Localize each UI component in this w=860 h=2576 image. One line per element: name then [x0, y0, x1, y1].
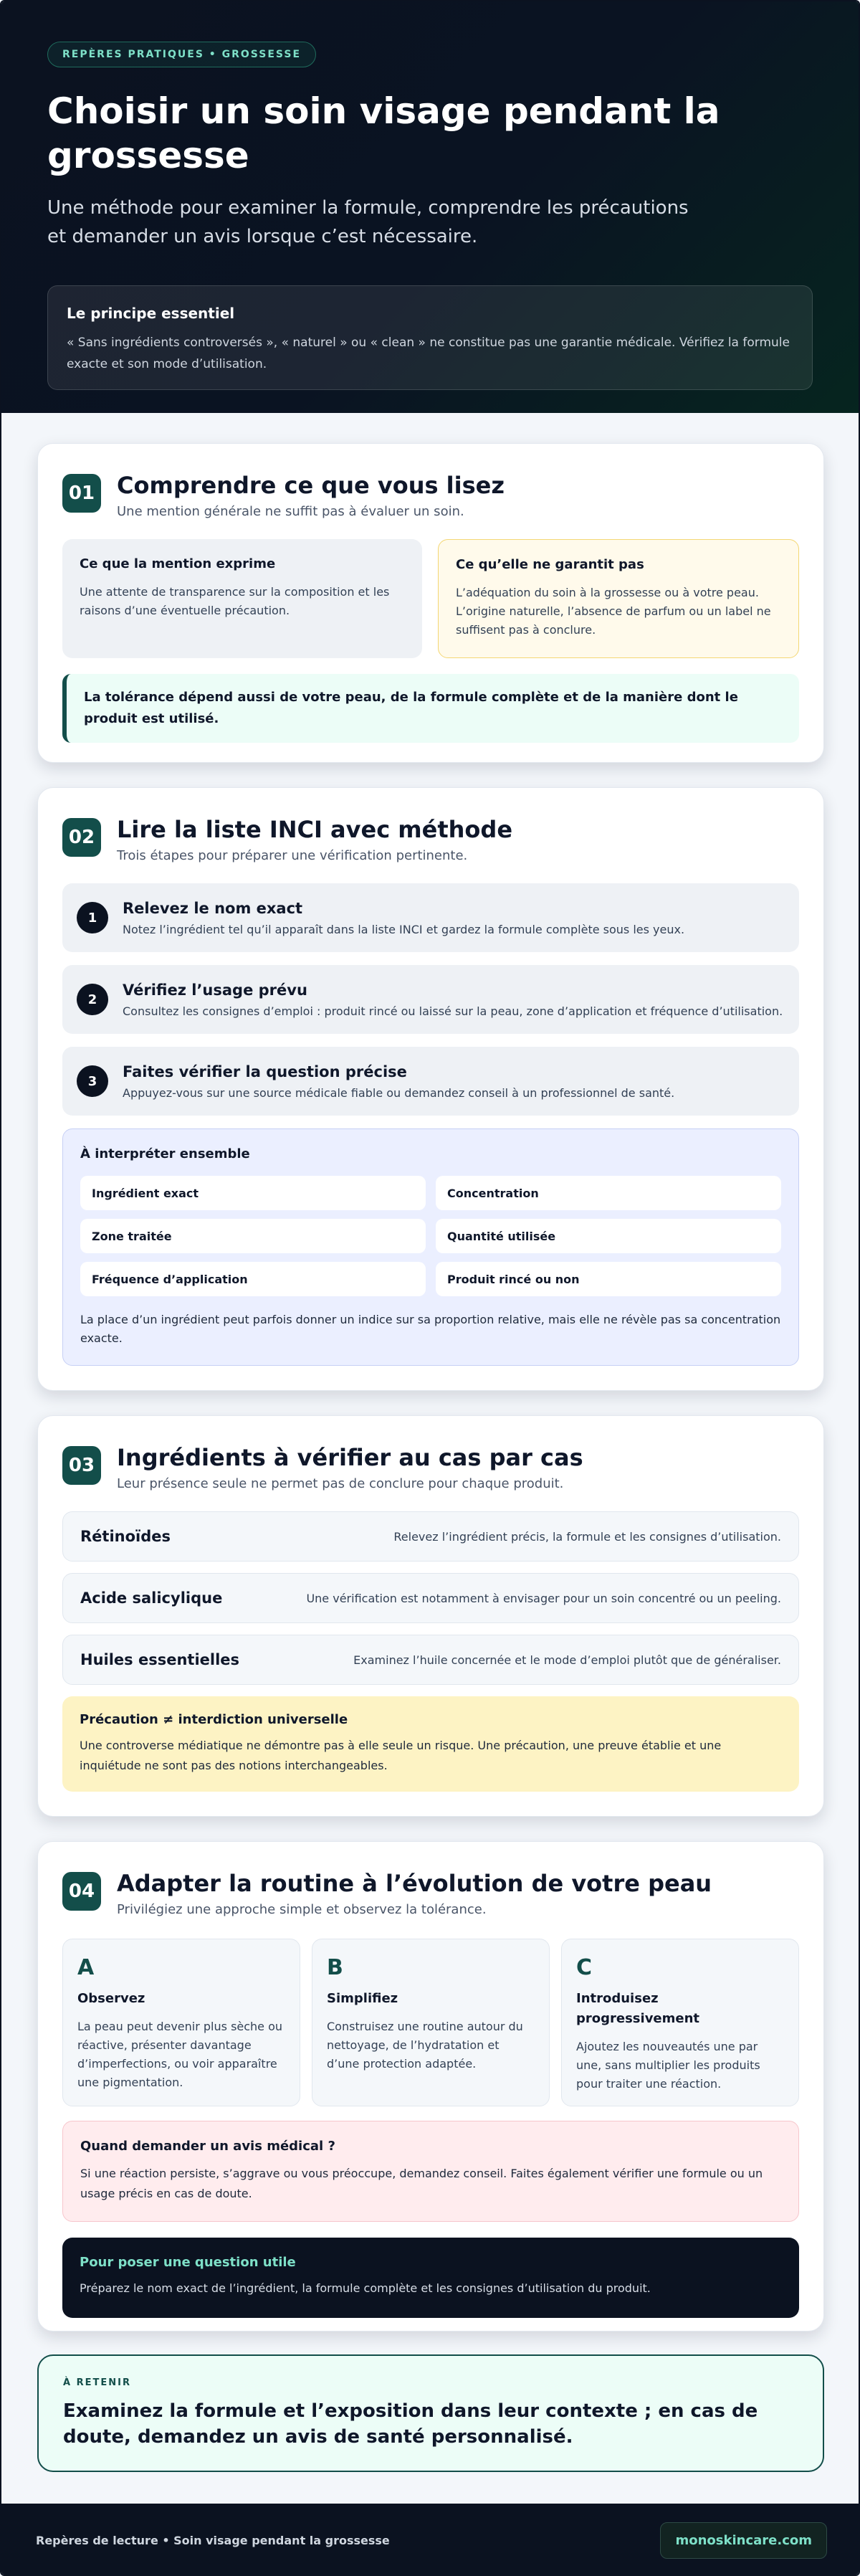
mention-not-guarantee-box [438, 539, 799, 658]
hero [1, 1, 859, 413]
ingredient-list [62, 1511, 799, 1685]
ingredient-name: Rétinoïdes [80, 1528, 171, 1545]
interpret-note: La place d’un ingrédient peut parfois donner un indice sur sa proportion relative, mais elle ne révèle pas sa concentration exacte. [80, 1313, 781, 1345]
column-letter: A [77, 1955, 95, 1980]
takeaway-text: Examinez la formule et l’exposition dans leur contexte ; en cas de doute, demandez un avis de santé personnalisé. [63, 2400, 758, 2448]
interpret-chips [80, 1176, 781, 1296]
step-item [62, 883, 799, 952]
hero-tag: REPÈRES PRATIQUES • GROSSESSE [47, 42, 316, 67]
section-routine [37, 1841, 824, 2332]
ingredient-desc: Une vérification est notamment à envisager pour un soin concentré ou un peeling. [306, 1591, 781, 1605]
section-header [62, 814, 799, 863]
interpret-title: À interpréter ensemble [80, 1146, 250, 1161]
step-item [62, 1047, 799, 1116]
box-title: Ce que la mention exprime [80, 556, 276, 571]
mention-expresses-box [62, 539, 422, 658]
chip-quantity: Quantité utilisée [436, 1219, 781, 1253]
question-box [62, 2238, 799, 2318]
question-title: Pour poser une question utile [80, 2255, 296, 2270]
column-body: Construisez une routine autour du nettoyage, de l’hydratation et d’une protection adaptée. [327, 2020, 523, 2071]
ingredient-desc: Examinez l’huile concernée et le mode d’emploi plutôt que de généraliser. [353, 1653, 781, 1667]
ingredient-row [62, 1573, 799, 1623]
box-body: L’adéquation du soin à la grossesse ou à votre peau. L’origine naturelle, l’absence de parfum ou un label ne suffisent pas à conclure. [456, 586, 771, 637]
section-understand [37, 443, 824, 763]
chip-ingredient: Ingrédient exact [80, 1176, 426, 1210]
section-title: Ingrédients à vérifier au cas par cas [117, 1444, 583, 1471]
column-title: Introduisez progressivement [576, 1991, 700, 2026]
column-letter: C [576, 1955, 593, 1980]
column-body: Ajoutez les nouveautés une par une, sans multiplier les produits pour traiter une réaction. [576, 2040, 760, 2091]
medical-body: Si une réaction persiste, s’aggrave ou vous préoccupe, demandez conseil. Faites également vérifier une formule ou un usage précis en cas de doute. [80, 2167, 763, 2200]
step-body: Notez l’ingrédient tel qu’il apparaît dans la liste INCI et gardez la formule complète sous les yeux. [123, 922, 685, 936]
precaution-body: Une controverse médiatique ne démontre pas à elle seule un risque. Une précaution, une preuve établie et une inquiétude ne sont pas des notions interchangeables. [80, 1739, 722, 1772]
principle-body: « Sans ingrédients controversés », « naturel » ou « clean » ne constitue pas une garantie médicale. Vérifiez la formule exacte et son mode d’utilisation. [67, 336, 790, 371]
section-title: Comprendre ce que vous lisez [117, 472, 505, 499]
ingredient-row [62, 1511, 799, 1562]
hero-subtitle: Une méthode pour examiner la formule, comprendre les précautions et demander un avis lorsque c’est nécessaire. [47, 197, 689, 247]
column-title: Simplifiez [327, 1991, 398, 2006]
section-title: Lire la liste INCI avec méthode [117, 816, 513, 843]
routine-column [312, 1939, 550, 2106]
section-title: Adapter la routine à l’évolution de votre peau [117, 1870, 712, 1897]
box-title: Ce qu’elle ne garantit pas [456, 557, 644, 572]
ingredient-name: Acide salicylique [80, 1589, 223, 1607]
section-header [62, 1868, 799, 1917]
chip-frequency: Fréquence d’application [80, 1262, 426, 1296]
steps-list [62, 883, 799, 1116]
column-body: La peau peut devenir plus sèche ou réactive, présenter davantage d’imperfections, ou voir apparaître une pigmentation. [77, 2020, 283, 2089]
medical-title: Quand demander un avis médical ? [80, 2139, 335, 2154]
tolerance-callout: La tolérance dépend aussi de votre peau, de la formule complète et de la manière dont le produit est utilisé. [62, 674, 799, 743]
step-title: Relevez le nom exact [123, 899, 303, 917]
box-body: Une attente de transparence sur la composition et les raisons d’une éventuelle précaution. [80, 585, 390, 617]
chip-rinse: Produit rincé ou non [436, 1262, 781, 1296]
step-number: 3 [77, 1065, 108, 1097]
ingredient-name: Huiles essentielles [80, 1651, 240, 1668]
principle-box [47, 285, 813, 390]
routine-column [62, 1939, 300, 2106]
step-number: 2 [77, 984, 108, 1015]
section-subtitle: Trois étapes pour préparer une vérification pertinente. [117, 848, 468, 863]
medical-advice-box [62, 2121, 799, 2222]
column-title: Observez [77, 1991, 145, 2006]
key-takeaway [37, 2354, 824, 2472]
step-title: Vérifiez l’usage prévu [123, 981, 307, 999]
routine-column [561, 1939, 799, 2106]
footer-caption: Repères de lecture • Soin visage pendant la grossesse [36, 2534, 390, 2547]
section-subtitle: Privilégiez une approche simple et observez la tolérance. [117, 1902, 487, 1917]
step-number: 1 [77, 902, 108, 933]
site-link[interactable]: monoskincare.com [660, 2522, 827, 2559]
principle-title: Le principe essentiel [67, 305, 235, 322]
interpret-box [62, 1128, 799, 1366]
chip-concentration: Concentration [436, 1176, 781, 1210]
page-title: Choisir un soin visage pendant la grossesse [47, 90, 720, 176]
takeaway-kicker: À RETENIR [63, 2377, 131, 2388]
step-body: Consultez les consignes d’emploi : produit rincé ou laissé sur la peau, zone d’application et fréquence d’utilisation. [123, 1004, 783, 1018]
step-body: Appuyez-vous sur une source médicale fiable ou demandez conseil à un professionnel de santé. [123, 1085, 675, 1100]
section-subtitle: Une mention générale ne suffit pas à évaluer un soin. [117, 504, 464, 519]
column-letter: B [327, 1955, 343, 1980]
ingredient-row [62, 1635, 799, 1685]
section-number: 03 [62, 1446, 101, 1485]
chip-zone: Zone traitée [80, 1219, 426, 1253]
section-number: 01 [62, 474, 101, 513]
section-header [62, 1442, 799, 1491]
step-item [62, 965, 799, 1034]
precaution-box [62, 1696, 799, 1792]
routine-columns [62, 1939, 799, 2106]
ingredient-desc: Relevez l’ingrédient précis, la formule et les consignes d’utilisation. [393, 1529, 781, 1544]
precaution-title: Précaution ≠ interdiction universelle [80, 1712, 348, 1727]
section-number: 04 [62, 1872, 101, 1911]
footer [1, 2504, 860, 2576]
section-header [62, 470, 799, 519]
step-title: Faites vérifier la question précise [123, 1063, 407, 1080]
section-ingredients [37, 1415, 824, 1817]
section-inci [37, 787, 824, 1391]
question-body: Préparez le nom exact de l’ingrédient, la formule complète et les consignes d’utilisation du produit. [80, 2281, 651, 2295]
section-number: 02 [62, 818, 101, 857]
section-subtitle: Leur présence seule ne permet pas de conclure pour chaque produit. [117, 1476, 564, 1491]
